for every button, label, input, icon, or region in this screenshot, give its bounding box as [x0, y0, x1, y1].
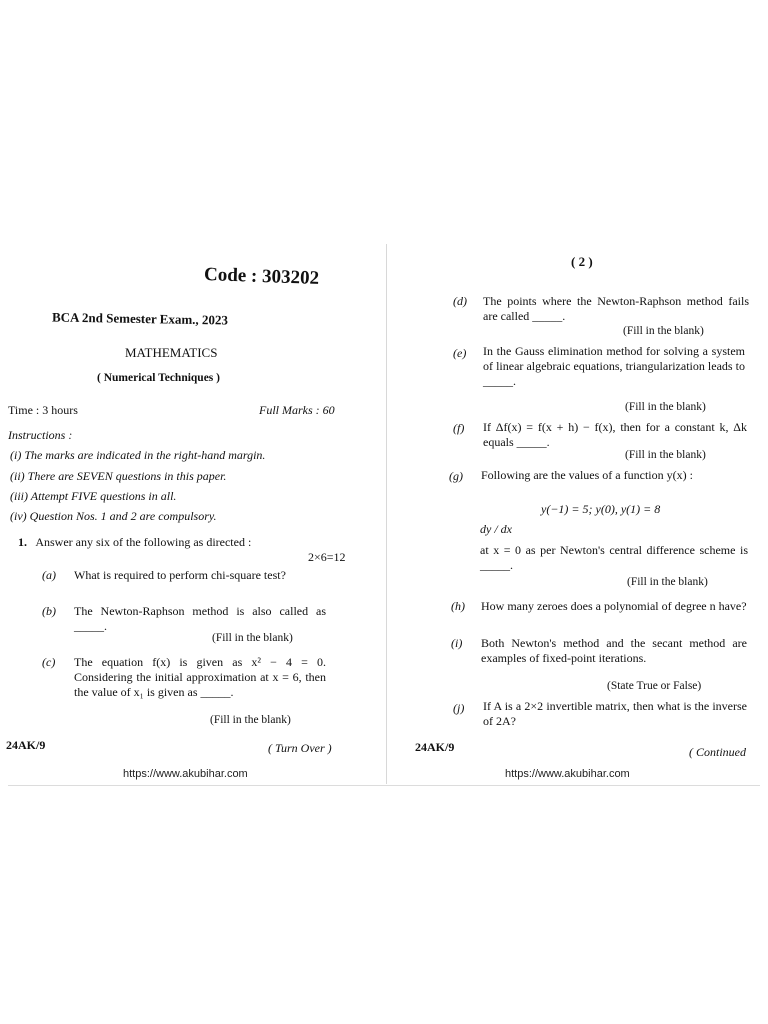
question-1 — [18, 535, 251, 550]
exam-page-2 — [391, 244, 766, 784]
subquestion-text: The points where the Newton-Raphson method fails are called _____. — [483, 294, 749, 323]
subquestion-label: (f) — [453, 421, 465, 435]
fill-blank-note: (Fill in the blank) — [210, 714, 291, 726]
subquestion-label: (a) — [42, 568, 56, 582]
continued: ( Continued — [689, 745, 746, 759]
time-allowed: Time : 3 hours — [8, 403, 78, 417]
subquestion-label: (c) — [42, 655, 56, 669]
turn-over: ( Turn Over ) — [268, 741, 332, 755]
full-marks: Full Marks : 60 — [259, 403, 335, 417]
state-true-false-note: (State True or False) — [607, 680, 702, 692]
source-url[interactable]: https://www.akubihar.com — [505, 768, 630, 780]
subject-subtitle: ( Numerical Techniques ) — [97, 372, 220, 384]
instructions-heading: Instructions : — [8, 428, 73, 442]
question-number: 1. — [18, 535, 27, 549]
subquestion-text: Both Newton's method and the secant method are examples of fixed-point iterations. — [481, 636, 747, 665]
page-divider — [386, 244, 387, 784]
fill-blank-note: (Fill in the blank) — [625, 401, 706, 413]
fill-blank-note: (Fill in the blank) — [623, 325, 704, 337]
paper-code: Code : 303202 — [203, 263, 320, 290]
exam-title: BCA 2nd Semester Exam., 2023 — [51, 309, 229, 328]
exam-page-1 — [6, 244, 382, 784]
subquestion-label: (e) — [453, 346, 467, 360]
subquestion-text: In the Gauss elimination method for solving a system of linear algebraic equations, triangularization leads to _____. — [483, 344, 745, 388]
subquestion-label: (b) — [42, 604, 56, 618]
question-marks: 2×6=12 — [308, 550, 346, 564]
bottom-rule — [8, 785, 760, 786]
question-text: Answer any six of the following as directed : — [35, 535, 252, 549]
subquestion-label: (j) — [453, 701, 465, 715]
subquestion-text: How many zeroes does a polynomial of degree n have? — [481, 599, 747, 613]
subquestion-label: (h) — [451, 599, 465, 613]
subquestion-text: If Δf(x) = f(x + h) − f(x), then for a constant k, Δk equals _____. — [483, 420, 747, 449]
subquestion-text: What is required to perform chi-square test? — [74, 568, 286, 582]
fill-blank-note: (Fill in the blank) — [627, 576, 708, 588]
subquestion-text: The equation f(x) is given as x² − 4 = 0. Considering the initial approximation at x = 6, then the value of x₁ is given as _____. — [74, 655, 326, 699]
instruction-item: (ii) There are SEVEN questions in this paper. — [10, 469, 227, 483]
subquestion-text: Following are the values of a function y(x) : — [481, 468, 693, 482]
footer-code: 24AK/9 — [6, 738, 46, 752]
fill-blank-note: (Fill in the blank) — [625, 449, 706, 461]
subquestion-label: (d) — [453, 294, 467, 308]
subquestion-label: (g) — [449, 469, 463, 483]
source-url[interactable]: https://www.akubihar.com — [123, 768, 248, 780]
instruction-item: (iii) Attempt FIVE questions in all. — [10, 489, 177, 503]
footer-code: 24AK/9 — [415, 740, 455, 754]
function-values: y(−1) = 5; y(0), y(1) = 8 — [541, 502, 661, 516]
page-number: ( 2 ) — [571, 254, 593, 269]
instruction-item: (i) The marks are indicated in the right-hand margin. — [10, 448, 266, 462]
instruction-item: (iv) Question Nos. 1 and 2 are compulsory. — [10, 509, 217, 523]
subquestion-continuation: at x = 0 as per Newton's central difference scheme is _____. — [480, 543, 748, 572]
subquestion-text: If A is a 2×2 invertible matrix, then what is the inverse of 2A? — [483, 699, 747, 728]
subject-title: MATHEMATICS — [125, 345, 218, 360]
subquestion-text: The Newton-Raphson method is also called as _____. — [74, 604, 326, 633]
subquestion-label: (i) — [451, 636, 463, 650]
fill-blank-note: (Fill in the blank) — [212, 632, 293, 644]
derivative-expression: dy / dx — [480, 522, 512, 536]
